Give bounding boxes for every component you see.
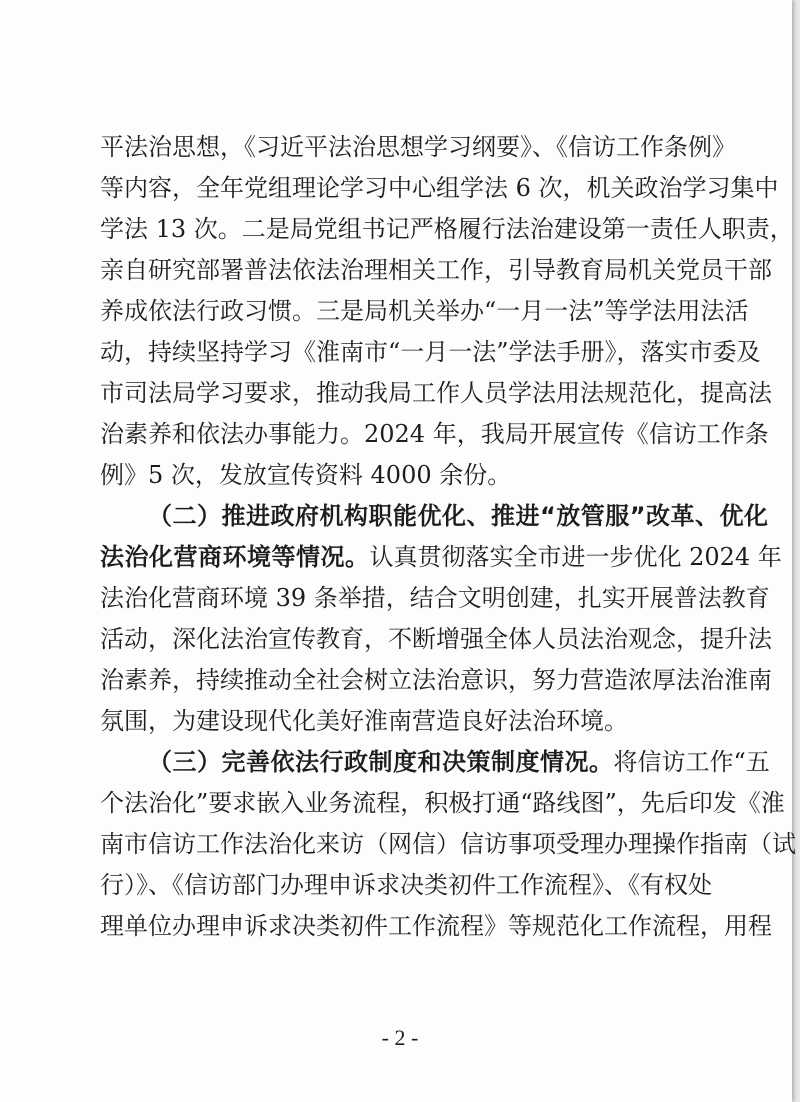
text-line: 平法治思想，《习近平法治思想学习纲要》、《信访工作条例》 [100,133,736,161]
text-line [100,742,770,783]
text-line: 治素养和依法办事能力。2024 年，我局开展宣传《信访工作条 [100,420,769,448]
text-line: 南市信访工作法治化来访（网信）信访事项受理办理操作指南（试 [100,830,796,858]
text-line: 亲自研究部署普法依法治理相关工作，引导教育局机关党员干部 [100,256,772,284]
section-heading-3: （三）完善依法行政制度和决策制度情况。 [148,748,614,776]
text-line: 例》5 次，发放宣传资料 4000 余份。 [100,461,512,489]
text-line: 活动，深化法治宣传教育，不断增强全体人员法治观念，提升法 [100,625,772,653]
text-line: 学法 13 次。二是局党组书记严格履行法治建设第一责任人职责， [100,215,794,243]
text-line [100,537,782,578]
text-line: 等内容，全年党组理论学习中心组学法 6 次，机关政治学习集中 [100,174,779,202]
text-line: 动，持续坚持学习《淮南市“一月一法”学法手册》，落实市委及 [100,338,761,366]
text-line: 治素养，持续推动全社会树立法治意识，努力营造浓厚法治淮南 [100,666,772,694]
paragraph-1 [100,127,794,496]
text-line: 法治化营商环境 39 条举措，结合文明创建，扎实开展普法教育 [100,584,770,612]
text-line: 个法治化”要求嵌入业务流程，积极打通“路线图”，先后印发《淮 [100,789,785,817]
document-body [100,127,796,947]
text-line: 养成依法行政习惯。三是局机关举办“一月一法”等学法用法活 [100,297,749,325]
text-line: 氛围，为建设现代化美好淮南营造良好法治环境。 [100,707,628,735]
text-line [100,496,769,537]
paragraph-2 [100,496,782,742]
page-number: - 2 - [381,1025,419,1050]
text-span: 将信访工作“五 [613,748,770,776]
text-line: 理单位办理申诉求决类初件工作流程》等规范化工作流程，用程 [100,912,772,940]
paragraph-3 [100,742,796,947]
text-span: 认真贯彻落实全市进一步优化 2024 年 [369,543,782,571]
text-line: 市司法局学习要求，推动我局工作人员学法用法规范化，提高法 [100,379,772,407]
section-heading-2: （二）推进政府机构职能优化、推进“放管服”改革、优化 [148,502,769,530]
text-line: 行）》、《信访部门办理申诉求决类初件工作流程》、《有权处 [100,871,712,899]
section-heading-2-cont: 法治化营商环境等情况。 [100,543,370,571]
